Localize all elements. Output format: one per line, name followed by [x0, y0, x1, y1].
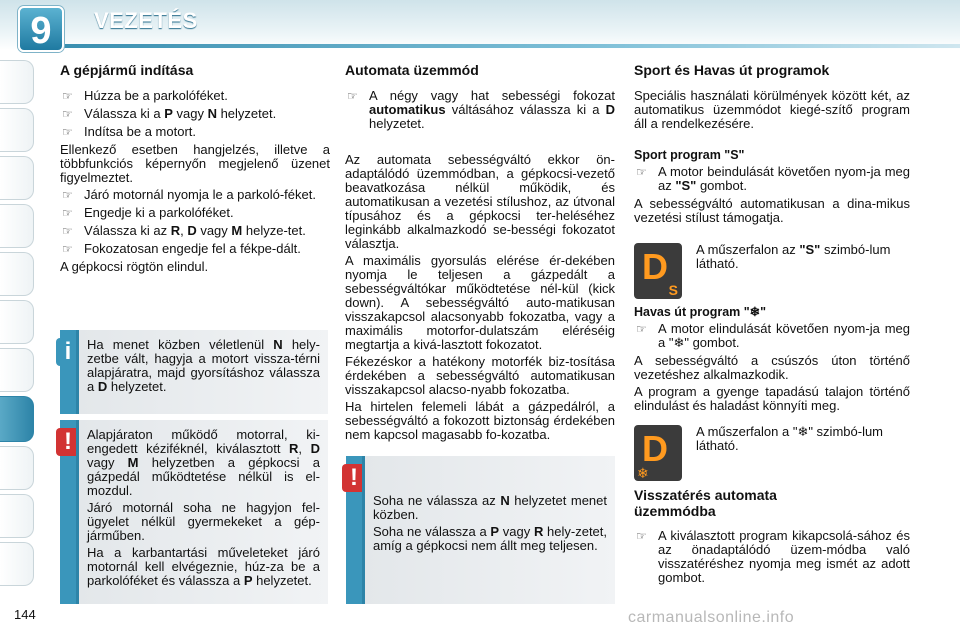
sport-display-caption: A műszerfalon az "S" szimbó-lum látható.: [696, 242, 891, 271]
side-tab-6[interactable]: [0, 300, 34, 344]
paragraph: Az automata sebességváltó ekkor ön-adaptálódó üzemmódban, a gépkocsi-vezető beavatkozása nélkül működik, és automatikusan a vezetési stílushoz, az útvonal típusához és a gépkocsi ter-heléséhez leginkább alkalmazkodó se-bességi fokozatot választja.: [345, 152, 615, 251]
side-tab-9[interactable]: [0, 446, 34, 490]
snow-display-row: [634, 425, 910, 481]
chapter-title: VEZETÉS: [94, 8, 198, 33]
header-rule: [60, 44, 960, 48]
paragraph: A maximális gyorsulás elérése ér-dekében nyomja le teljesen a gázpedált a sebességváltókar működtetése nél-kül (kick down). A sebességváltó auto-matikusan visszakapcsol alacsonyabb fokozatba, vagy a maximális motorfor-dulatszám eléréséig megtartja a kivá-lasztott fokozatot.: [345, 253, 615, 352]
sport-display-row: [634, 243, 910, 299]
warning-icon: !: [56, 428, 80, 456]
warning-text: Ha a karbantartási műveleteket járó motornál kell elvégeznie, húz-za be a parkolóféket és válassza a P helyzetet.: [87, 545, 320, 588]
watermark: carmanualsonline.info: [628, 609, 795, 626]
pointing-hand-icon: ☞: [62, 206, 73, 220]
warning-text: Soha ne válassza az N helyzetet menet közben.: [373, 493, 608, 522]
warning-box: [362, 456, 615, 604]
paragraph: Speciális használati körülmények között két, az automatikus üzemmódot kiegé-szítő program áll a rendelkezésére.: [634, 88, 910, 131]
section-title-programs: Sport és Havas út programok: [634, 62, 830, 78]
warning-text: Soha ne válassza a P vagy R hely-zetet, amíg a gépkocsi nem állt meg teljesen.: [373, 524, 608, 553]
list-item: ☞ A kiválasztott program kikapcsolá-sához és az önadaptálódó üzem-módba való visszatéréshez nyomja meg ismét az adott gombot.: [636, 528, 910, 585]
section-title-automatic: Automata üzemmód: [345, 62, 479, 78]
page-number: 144: [14, 607, 36, 622]
side-tab-7[interactable]: [0, 348, 34, 392]
paragraph: Ellenkező esetben hangjelzés, illetve a többfunkciós képernyőn megjelenő üzenet figyelmeztet.: [60, 142, 330, 185]
section-title-starting: A gépjármű indítása: [60, 62, 194, 78]
list-item: ☞ Válassza ki az R, D vagy M helyze-tet.: [62, 223, 306, 238]
warning-text: Járó motornál soha ne hagyjon fel-ügyelet nélkül gyermekeket a gép-járműben.: [87, 500, 320, 543]
snow-display-icon: D ❄: [634, 425, 682, 481]
list-item: ☞ Válassza ki a P vagy N helyzetet.: [62, 106, 277, 121]
side-tab-active[interactable]: [0, 396, 34, 442]
side-tab-10[interactable]: [0, 494, 34, 538]
column-automatic: [345, 62, 615, 445]
warning-box: [76, 420, 328, 604]
list-item: ☞ A négy vagy hat sebességi fokozat automatikus váltásához válassza ki a D helyzetet.: [347, 88, 615, 131]
paragraph: Ha hirtelen felemeli lábát a gázpedálról, a sebességváltó a fokozott biztonság érdekében nem kapcsol magasabb fo-kozatba.: [345, 399, 615, 442]
info-text: Ha menet közben véletlenül N hely-zetbe vált, hagyja a motort vissza-térni alapjáratra, majd gyorsításhoz válassza a D helyzetet.: [87, 337, 320, 394]
side-tab-4[interactable]: [0, 204, 34, 248]
section-title-return: Visszatérés automata üzemmódba: [634, 487, 777, 519]
list-item: ☞ A motor beindulását követően nyom-ja meg az "S" gombot.: [636, 164, 910, 193]
paragraph: Fékezéskor a hatékony motorfék biz-tosítása érdekében a sebességváltó automatikusan visszakapcsol alacso-nyabb fokozatba.: [345, 354, 615, 397]
snow-display-caption: A műszerfalon a "❄" szimbó-lum látható.: [696, 424, 884, 453]
side-tab-11[interactable]: [0, 542, 34, 586]
pointing-hand-icon: ☞: [62, 224, 73, 238]
subsection-title-sport: Sport program "S": [634, 148, 745, 162]
paragraph: A gépkocsi rögtön elindul.: [60, 259, 209, 274]
list-item: ☞ Járó motornál nyomja le a parkoló-féket.: [62, 187, 316, 202]
paragraph: A sebességváltó automatikusan a dina-mikus vezetési stílust támogatja.: [634, 196, 910, 225]
side-tab-5[interactable]: [0, 252, 34, 296]
pointing-hand-icon: ☞: [62, 242, 73, 256]
pointing-hand-icon: ☞: [636, 165, 647, 179]
warning-icon: !: [342, 464, 366, 492]
column-starting: [60, 62, 330, 277]
list-item: ☞ Húzza be a parkolóféket.: [62, 88, 228, 103]
pointing-hand-icon: ☞: [62, 125, 73, 139]
chapter-number-badge: 9: [18, 6, 64, 52]
list-item: ☞ Indítsa be a motort.: [62, 124, 197, 139]
column-programs: [634, 62, 910, 589]
list-item: ☞ Fokozatosan engedje fel a fékpe-dált.: [62, 241, 301, 256]
paragraph: A program a gyenge tapadású talajon történő elindulást és haladást könnyíti meg.: [634, 384, 910, 413]
paragraph: A sebességváltó a csúszós úton történő vezetéshez alkalmazkodik.: [634, 353, 910, 382]
info-box: [76, 330, 328, 414]
warning-text: Alapjáraton működő motorral, ki-engedett kéziféknél, kiválasztott R, D vagy M helyzetben a gépkocsi a gázpedál működtetése nélkül is el-mozdul.: [87, 427, 320, 498]
list-item: ☞ Engedje ki a parkolóféket.: [62, 205, 234, 220]
pointing-hand-icon: ☞: [62, 107, 73, 121]
list-item: ☞ A motor elindulását követően nyom-ja meg a "❄" gombot.: [636, 321, 910, 350]
pointing-hand-icon: ☞: [636, 529, 647, 543]
pointing-hand-icon: ☞: [62, 89, 73, 103]
info-icon: i: [56, 338, 80, 366]
side-tab-1[interactable]: [0, 60, 34, 104]
subsection-title-snow: Havas út program "❄": [634, 305, 767, 319]
pointing-hand-icon: ☞: [347, 89, 358, 103]
sport-display-icon: D S: [634, 243, 682, 299]
pointing-hand-icon: ☞: [62, 188, 73, 202]
pointing-hand-icon: ☞: [636, 322, 647, 336]
side-tab-3[interactable]: [0, 156, 34, 200]
side-tab-2[interactable]: [0, 108, 34, 152]
